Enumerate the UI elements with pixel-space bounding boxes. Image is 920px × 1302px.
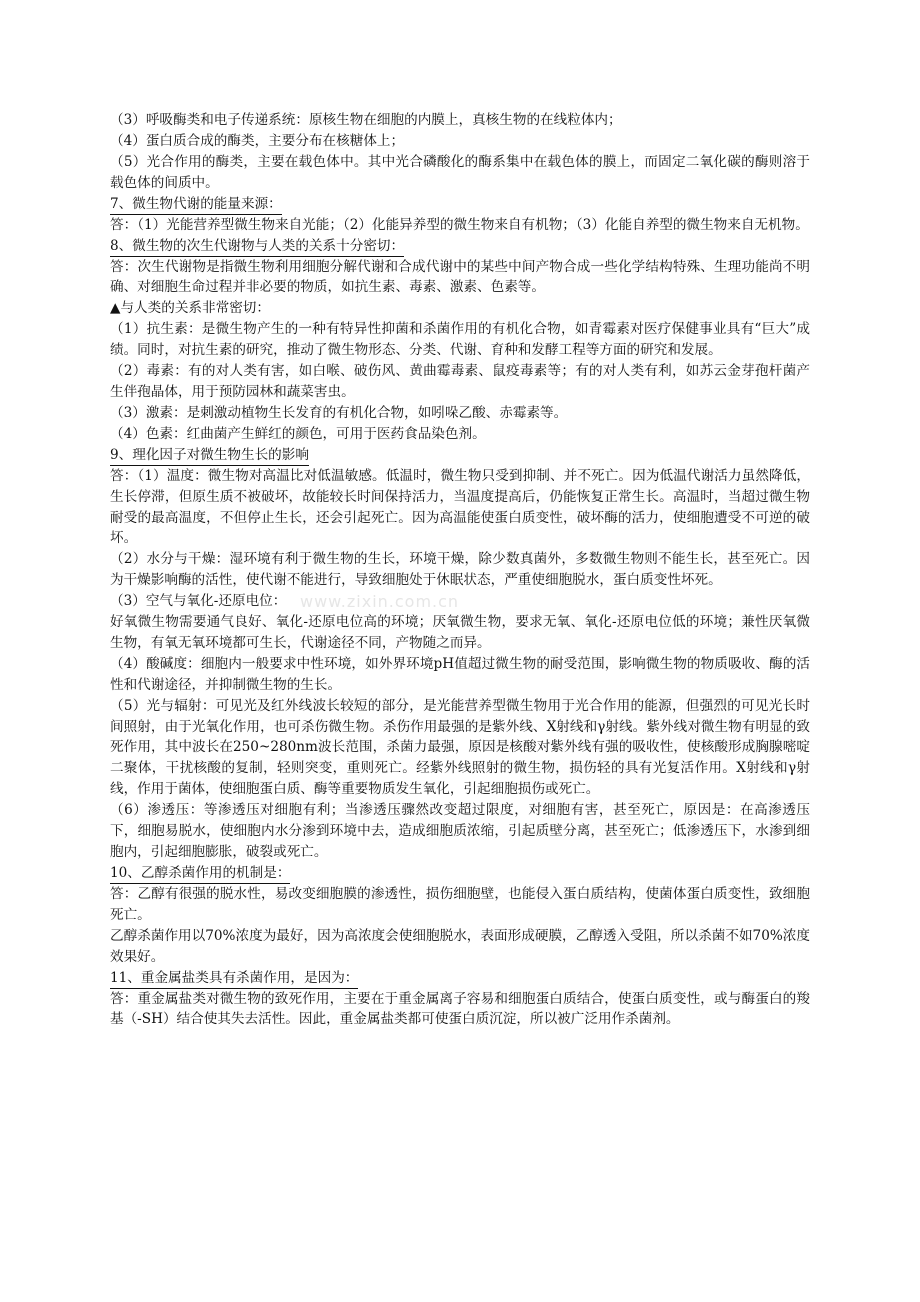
- document-body: [110, 110, 810, 1030]
- paragraph: （5）光与辐射：可见光及红外线波长较短的部分，是光能营养型微生物用于光合作用的能源，但强烈的可见光长时间照射，由于光氧化作用，也可杀伤微生物。杀伤作用最强的是紫外线、X射线和γ射线。紫外线对微生物有明显的致死作用，其中波长在250~280nm波长范围，杀菌力最强，原因是核酸对紫外线有强的吸收性，使核酸形成胸腺嘧啶二聚体，干扰核酸的复制，轻则突变，重则死亡。经紫外线照射的微生物，损伤轻的具有光复活作用。X射线和γ射线，作用于菌体，使细胞蛋白质、酶等重要物质发生氧化，引起细胞损伤或死亡。: [110, 697, 810, 798]
- section-heading-8: 8、微生物的次生代谢物与人类的关系十分密切：: [110, 237, 404, 257]
- section-heading-7: 7、微生物代谢的能量来源：: [110, 195, 282, 215]
- section-heading-10: 10、乙醇杀菌作用的机制是：: [110, 864, 290, 884]
- paragraph: （3）呼吸酶类和电子传递系统：原核生物在细胞的内膜上，真核生物的在线粒体内；: [110, 112, 622, 128]
- paragraph: 答：次生代谢物是指微生物利用细胞分解代谢和合成代谢中的某些中间产物合成一些化学结构特殊、生理功能尚不明确、对细胞生命过程并非必要的物质，如抗生素、毒素、激素、色素等。: [110, 258, 810, 296]
- watermark: www.zixin.com.cn: [300, 592, 460, 611]
- paragraph: 好氧微生物需要通气良好、氧化-还原电位高的环境；厌氧微生物，要求无氧、氧化-还原电位低的环境；兼性厌氧微生物，有氧无氧环境都可生长，代谢途径不同，产物随之而异。: [110, 614, 810, 651]
- paragraph: （3）激素：是刺激动植物生长发育的有机化合物，如吲哚乙酸、赤霉素等。: [110, 404, 568, 421]
- paragraph: （4）色素：红曲菌产生鲜红的颜色，可用于医药食品染色剂。: [110, 425, 486, 442]
- paragraph: ▲与人类的关系非常密切：: [110, 300, 270, 317]
- paragraph: （3）空气与氧化-还原电位：: [110, 593, 287, 610]
- paragraph: （1）抗生素：是微生物产生的一种有特异性抑菌和杀菌作用的有机化合物，如青霉素对医疗保健事业具有“巨大”成绩。同时，对抗生素的研究，推动了微生物形态、分类、代谢、育种和发酵工程等方面的研究和发展。: [110, 321, 810, 359]
- paragraph: 答：（1）光能营养型微生物来自光能；（2）化能异养型的微生物来自有机物；（3）化能自养型的微生物来自无机物。: [110, 216, 809, 233]
- paragraph: （4）蛋白质合成的酶类，主要分布在核糖体上；: [110, 132, 405, 149]
- paragraph: （6）渗透压：等渗透压对细胞有利；当渗透压骤然改变超过限度，对细胞有害，甚至死亡，原因是：在高渗透压下，细胞易脱水，使细胞内水分渗到环境中去，造成细胞质浓缩，引起质壁分离，甚至死亡；低渗透压下，水渗到细胞内，引起细胞膨胀，破裂或死亡。: [110, 802, 810, 860]
- paragraph: 答：乙醇有很强的脱水性，易改变细胞膜的渗透性，损伤细胞壁，也能侵入蛋白质结构，使菌体蛋白质变性，致细胞死亡。: [110, 885, 810, 923]
- paragraph: （5）光合作用的酶类，主要在载色体中。其中光合磷酸化的酶系集中在载色体的膜上，而固定二氧化碳的酶则溶于载色体的间质中。: [110, 153, 810, 191]
- paragraph: 答：（1）温度：微生物对高温比对低温敏感。低温时，微生物只受到抑制、并不死亡。因为低温代谢活力虽然降低，生长停滞，但原生质不被破坏，故能较长时间保持活力，当温度提高后，仍能恢复正常生长。高温时，当超过微生物耐受的最高温度，不但停止生长，还会引起死亡。因为高温能使蛋白质变性，破坏酶的活力，使细胞遭受不可逆的破坏。: [110, 467, 810, 547]
- section-heading-11: 11、重金属盐类具有杀菌作用，是因为：: [110, 969, 358, 989]
- paragraph: （4）酸碱度：细胞内一般要求中性环境，如外界环境pH值超过微生物的耐受范围，影响微生物的物质吸收、酶的活性和代谢途径，并抑制微生物的生长。: [110, 655, 810, 693]
- paragraph: （2）水分与干燥：湿环境有利于微生物的生长，环境干燥，除少数真菌外，多数微生物则不能生长，甚至死亡。因为干燥影响酶的活性，使代谢不能进行，导致细胞处于休眠状态，严重使细胞脱水，蛋白质变性坏死。: [110, 551, 810, 589]
- paragraph: 乙醇杀菌作用以70%浓度为最好，因为高浓度会使细胞脱水，表面形成硬膜，乙醇透入受阻，所以杀菌不如70%浓度效果好。: [110, 927, 810, 965]
- paragraph: 答：重金属盐类对微生物的致死作用，主要在于重金属离子容易和细胞蛋白质结合，使蛋白质变性，或与酶蛋白的羧基（-SH）结合使其失去活性。因此，重金属盐类都可使蛋白质沉淀，所以被广泛用作杀菌剂。: [110, 990, 810, 1028]
- section-heading-9: 9、理化因子对微生物生长的影响: [110, 446, 309, 466]
- paragraph: （2）毒素：有的对人类有害，如白喉、破伤风、黄曲霉毒素、鼠疫毒素等；有的对人类有利，如苏云金芽孢杆菌产生伴孢晶体，用于预防园林和蔬菜害虫。: [110, 363, 810, 400]
